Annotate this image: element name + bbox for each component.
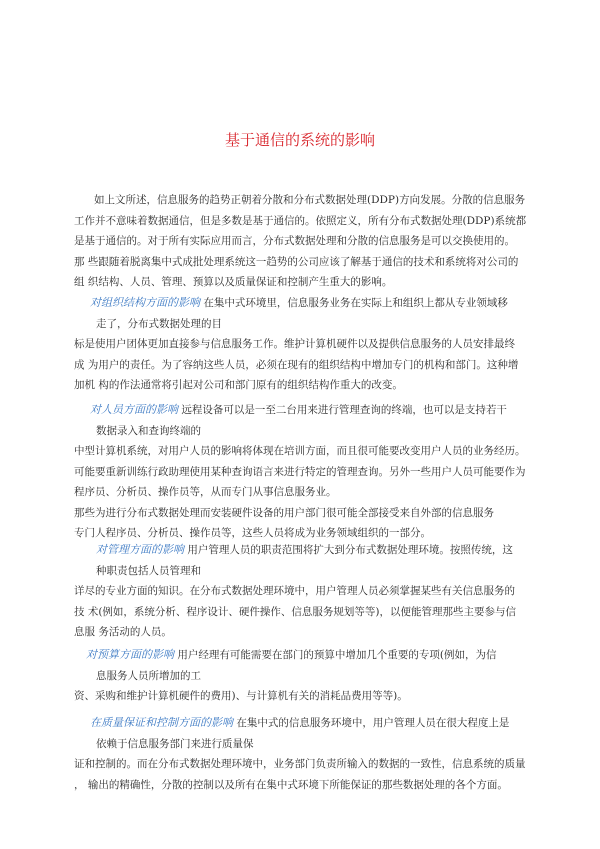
- section-heading: 对人员方面的影响: [90, 403, 178, 416]
- section-quality: [74, 713, 526, 795]
- section-line: 中型计算机系统，对用户人员的影响将体现在培训方面，而且很可能要改变用户人员的业务经历。: [74, 445, 526, 457]
- section-personnel: [74, 400, 526, 544]
- section-line: 技 术(例如，系统分析、程序设计、硬件操作、信息服务规划等等)，以便能管理那些主要参与信: [74, 605, 517, 618]
- section-second-line: 走了，分布式数据处理的目: [96, 317, 222, 330]
- section-first-line: 在集中式的信息服务环境中，用户管理人员在很大程度上是: [236, 717, 510, 729]
- section-heading: 对组织结构方面的影响: [90, 296, 200, 309]
- section-heading: 在质量保证和控制方面的影响: [90, 716, 233, 729]
- section-management: [74, 540, 516, 643]
- intro-line: 组 织结构、人员、管理、预算以及质量保证和控制产生重大的影响。: [74, 276, 393, 288]
- section-second-line: 息服务人员所增加的工: [96, 669, 201, 682]
- section-line: 标是使用户团体更加直接参与信息服务工作。维护计算机硬件以及提供信息服务的人员安排最终: [74, 338, 515, 350]
- section-line: 加机 构的作法通常将引起对公司和部门原有的组织结构作重大的改变。: [74, 379, 403, 391]
- section-first-line: 用户经理有可能需要在部门的预算中增加几个重要的专项(例如，为信: [177, 649, 497, 661]
- section-line: 息服 务活动的人员。: [74, 626, 172, 638]
- intro-line: 如上文所述，信息服务的趋势正朝着分散和分布式数据处理(DDP)方向发展。分散的信息服务: [94, 194, 526, 206]
- section-line: 证和控制的。而在分布式数据处理环境中，业务部门负责所输入的数据的一致性，信息系统的质量: [74, 758, 526, 770]
- section-line: 专门人程序员、分析员、操作员等，这些人员将成为业务领域组织的一部分。: [74, 527, 431, 539]
- section-first-line: 用户管理人员的职责范围将扩大到分布式数据处理环境。按照传统，这: [187, 544, 513, 556]
- section-budget: [74, 645, 496, 707]
- section-second-line: 数据录入和查询终端的: [96, 424, 201, 437]
- section-line: 成 为用户的责任。为了容纳这些人员，必须在现有的组织结构中增加专门的机构和部门。这种增: [74, 358, 519, 371]
- section-line: 那些为进行分布式数据处理而安装硬件设备的用户部门很可能全部接受来自外部的信息服务: [74, 506, 494, 519]
- section-first-line: 在集中式环境里，信息服务业务在实际上和组织上都从专业领域移: [203, 297, 508, 309]
- section-heading: 对管理方面的影响: [96, 543, 184, 556]
- section-line: 可能要重新训练行政助理使用某种查询语言来进行特定的管理查询。另外一些用户人员可能要作为: [74, 465, 526, 478]
- intro-line: 是基于通信的。对于所有实际应用而言，分布式数据处理和分散的信息服务是可以交换使用的。: [74, 235, 515, 247]
- section-line: 资、采购和维护计算机硬件的费用)、与计算机有关的消耗品费用等等)。: [74, 690, 408, 702]
- intro-line: 那 些跟随着脱离集中式成批处理系统这一趋势的公司应该了解基于通信的技术和系统将对公司的: [74, 255, 519, 268]
- section-line: ， 输出的精确性，分散的控制以及所有在集中式环境下所能保证的那些数据处理的各个方面。: [74, 778, 508, 791]
- section-line: 详尽的专业方面的知识。在分布式数据处理环境中，用户管理人员必须掌握某些有关信息服务的: [74, 585, 515, 597]
- section-second-line: 依赖于信息服务部门来进行质量保: [96, 737, 254, 750]
- section-second-line: 种职责包括人员管理和: [96, 564, 201, 577]
- section-heading: 对预算方面的影响: [86, 648, 174, 661]
- section-line: 程序员、分析员、操作员等，从而专门从事信息服务业。: [74, 486, 337, 498]
- page-title: 基于通信的系统的影响: [224, 131, 375, 149]
- section-first-line: 远程设备可以是一至二台用来进行管理查询的终端，也可以是支持若干: [181, 404, 507, 416]
- intro-paragraph: [74, 190, 526, 293]
- intro-line: 工作并不意味着数据通信，但是多数是基于通信的。依照定义，所有分布式数据处理(DDP)系统都: [74, 214, 527, 227]
- section-organization: [74, 293, 518, 396]
